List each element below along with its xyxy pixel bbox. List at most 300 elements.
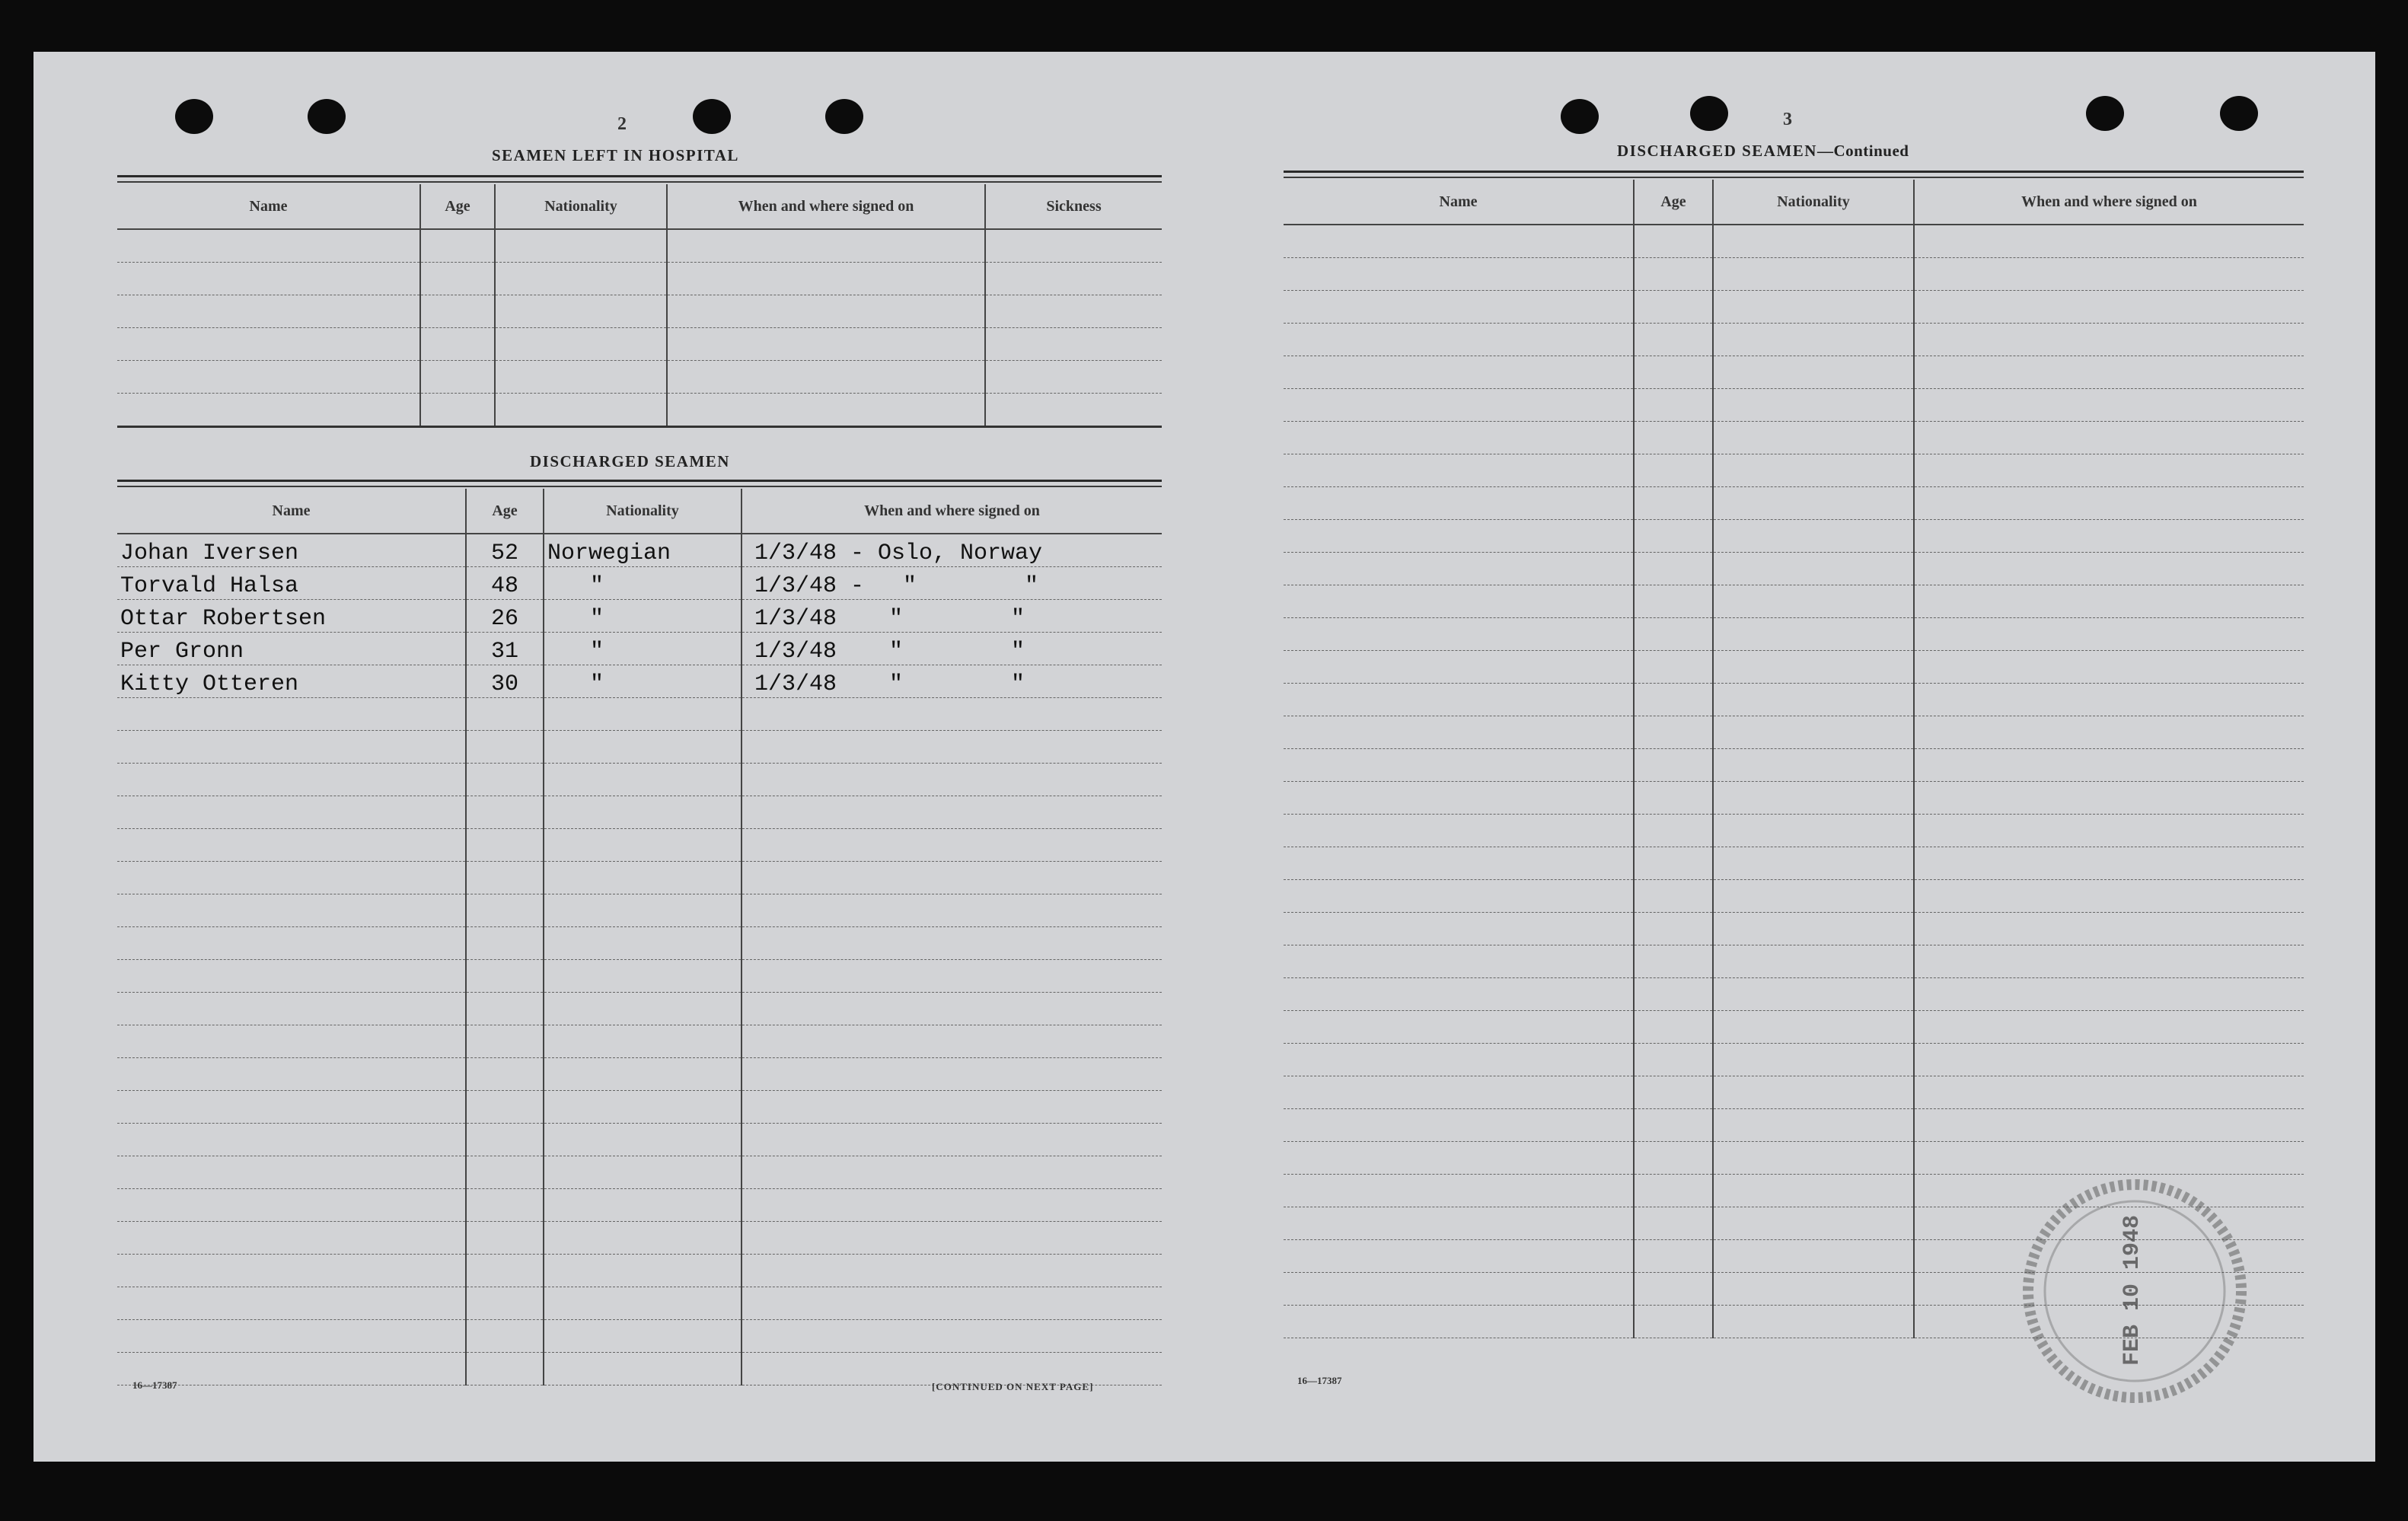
table-row <box>1284 1011 2304 1044</box>
blank-cell <box>1284 389 1634 422</box>
blank-cell <box>1284 782 1634 815</box>
table-row <box>117 394 1162 427</box>
blank-cell <box>1284 847 1634 880</box>
table-row <box>117 1091 1162 1124</box>
blank-cell <box>1914 487 2304 520</box>
table-row <box>117 829 1162 862</box>
table-row <box>1284 782 2304 815</box>
blank-cell <box>1713 1306 1914 1338</box>
blank-cell <box>466 1287 544 1320</box>
column-header: Name <box>1284 180 1634 225</box>
blank-cell <box>1284 1240 1634 1273</box>
table-row <box>1284 258 2304 291</box>
blank-cell <box>1713 356 1914 389</box>
blank-cell <box>1713 1273 1914 1306</box>
blank-cell <box>1914 520 2304 553</box>
blank-cell <box>466 1255 544 1287</box>
blank-cell <box>1284 553 1634 585</box>
blank-cell <box>1713 389 1914 422</box>
blank-cell <box>1713 945 1914 978</box>
blank-cell <box>1284 487 1634 520</box>
discharged-continued-title <box>1617 142 1909 161</box>
blank-cell <box>1914 716 2304 749</box>
blank-cell <box>1284 225 1634 258</box>
blank-cell <box>544 862 742 894</box>
blank-cell <box>1634 618 1713 651</box>
blank-cell <box>1634 585 1713 618</box>
blank-cell <box>544 1124 742 1156</box>
table-row <box>1284 225 2304 258</box>
blank-cell <box>1914 1011 2304 1044</box>
blank-cell <box>742 960 1162 993</box>
blank-cell <box>117 764 466 796</box>
blank-cell <box>1713 684 1914 716</box>
blank-cell <box>117 829 466 862</box>
blank-cell <box>1284 1011 1634 1044</box>
blank-cell <box>1634 749 1713 782</box>
blank-cell <box>1713 258 1914 291</box>
blank-cell <box>544 1287 742 1320</box>
table-row <box>1284 945 2304 978</box>
blank-cell <box>1634 1207 1713 1240</box>
blank-cell <box>1713 749 1914 782</box>
punch-hole <box>308 99 346 134</box>
signed-on-date: 1/3/48 <box>754 671 837 697</box>
table-row <box>117 1025 1162 1058</box>
page-number: 2 <box>617 114 627 134</box>
blank-cell <box>1713 324 1914 356</box>
blank-cell <box>466 764 544 796</box>
signed-on-date: 1/3/48 <box>754 639 837 665</box>
seaman-nationality: " <box>544 600 742 633</box>
table-row <box>117 1320 1162 1353</box>
blank-cell <box>1914 782 2304 815</box>
blank-cell <box>1914 913 2304 945</box>
table-row <box>117 698 1162 731</box>
right-page <box>1191 52 2375 1462</box>
blank-cell <box>1713 487 1914 520</box>
signed-on: 1/3/48 - Oslo, Norway <box>742 534 1162 567</box>
blank-cell <box>466 960 544 993</box>
ditto-mark: " <box>1010 671 1025 697</box>
table-row <box>117 796 1162 829</box>
blank-cell <box>544 731 742 764</box>
blank-cell <box>1284 945 1634 978</box>
blank-cell <box>466 1156 544 1189</box>
blank-cell <box>117 862 466 894</box>
blank-cell <box>1284 1044 1634 1076</box>
header-rule <box>117 181 1162 183</box>
blank-cell <box>1914 618 2304 651</box>
blank-cell <box>1634 1240 1713 1273</box>
table-row <box>117 328 1162 361</box>
blank-cell <box>466 1222 544 1255</box>
table-row <box>117 1287 1162 1320</box>
blank-cell <box>1713 422 1914 454</box>
blank-cell <box>1914 1076 2304 1109</box>
blank-cell <box>742 1189 1162 1222</box>
ditto-mark: " <box>888 606 903 632</box>
discharged-continued-table <box>1284 180 2304 1338</box>
blank-cell <box>117 1124 466 1156</box>
blank-cell <box>1284 815 1634 847</box>
seaman-name: Ottar Robertsen <box>117 600 466 633</box>
blank-cell <box>1914 553 2304 585</box>
table-row <box>1284 422 2304 454</box>
blank-cell <box>117 1156 466 1189</box>
blank-cell <box>1713 520 1914 553</box>
blank-cell <box>1634 553 1713 585</box>
blank-cell <box>1914 225 2304 258</box>
discharged-table <box>117 489 1162 1385</box>
blank-cell <box>1713 585 1914 618</box>
seaman-nationality: Norwegian <box>544 534 742 567</box>
blank-cell <box>1634 1142 1713 1175</box>
blank-cell <box>1284 1142 1634 1175</box>
table-row <box>117 731 1162 764</box>
blank-cell <box>466 731 544 764</box>
table-row <box>117 960 1162 993</box>
header-rule <box>117 480 1162 482</box>
ditto-mark: " <box>1010 606 1025 632</box>
signed-on-date: 1/3/48 - <box>754 573 865 599</box>
punch-hole <box>1690 96 1728 131</box>
blank-cell <box>544 1091 742 1124</box>
blank-cell <box>466 894 544 927</box>
blank-cell <box>1713 651 1914 684</box>
signed-on <box>742 567 1162 600</box>
blank-cell <box>1634 815 1713 847</box>
blank-cell <box>1634 389 1713 422</box>
blank-cell <box>466 1091 544 1124</box>
seaman-age: 48 <box>466 567 544 600</box>
blank-cell <box>1914 585 2304 618</box>
blank-cell <box>1284 1175 1634 1207</box>
blank-cell <box>1914 651 2304 684</box>
blank-cell <box>742 1091 1162 1124</box>
blank-cell <box>1634 978 1713 1011</box>
table-row <box>1284 1142 2304 1175</box>
column-header: Sickness <box>985 184 1162 229</box>
seaman-age: 26 <box>466 600 544 633</box>
table-row <box>117 263 1162 295</box>
blank-cell <box>1284 356 1634 389</box>
blank-cell <box>1914 422 2304 454</box>
table-row <box>117 361 1162 394</box>
blank-cell <box>1284 454 1634 487</box>
blank-cell <box>742 894 1162 927</box>
blank-cell <box>544 1353 742 1385</box>
table-row <box>1284 716 2304 749</box>
hospital-table <box>117 184 1162 428</box>
blank-cell <box>117 1287 466 1320</box>
table-row <box>1284 487 2304 520</box>
blank-cell <box>544 1255 742 1287</box>
hospital-section-title: SEAMEN LEFT IN HOSPITAL <box>492 146 739 164</box>
blank-cell <box>1634 880 1713 913</box>
continued-note: [CONTINUED ON NEXT PAGE] <box>932 1381 1094 1392</box>
blank-cell <box>1634 1076 1713 1109</box>
blank-cell <box>1914 1109 2304 1142</box>
blank-cell <box>1284 749 1634 782</box>
table-row <box>1284 389 2304 422</box>
blank-cell <box>1634 225 1713 258</box>
column-header: When and where signed on <box>742 489 1162 534</box>
blank-cell <box>1284 913 1634 945</box>
blank-cell <box>1914 1142 2304 1175</box>
form-code: 16—17387 <box>1297 1375 1342 1386</box>
table-row <box>1284 454 2304 487</box>
blank-cell <box>1713 225 1914 258</box>
blank-cell <box>1634 684 1713 716</box>
column-header: Nationality <box>1713 180 1914 225</box>
blank-cell <box>1634 847 1713 880</box>
blank-cell <box>1713 1011 1914 1044</box>
blank-cell <box>1713 553 1914 585</box>
blank-cell <box>1284 684 1634 716</box>
blank-cell <box>1713 618 1914 651</box>
blank-cell <box>1713 978 1914 1011</box>
blank-cell <box>117 698 466 731</box>
column-header: Age <box>466 489 544 534</box>
punch-hole <box>175 99 213 134</box>
blank-cell <box>1284 618 1634 651</box>
table-row <box>1284 324 2304 356</box>
table-row <box>1284 913 2304 945</box>
blank-cell <box>1914 847 2304 880</box>
table-row <box>117 665 1162 698</box>
blank-cell <box>1284 1273 1634 1306</box>
table-row <box>117 1058 1162 1091</box>
table-row <box>117 600 1162 633</box>
blank-cell <box>1634 782 1713 815</box>
blank-cell <box>1634 487 1713 520</box>
blank-cell <box>1284 716 1634 749</box>
blank-cell <box>742 1058 1162 1091</box>
column-header: Nationality <box>544 489 742 534</box>
table-row <box>117 534 1162 567</box>
blank-cell <box>544 927 742 960</box>
blank-cell <box>1914 258 2304 291</box>
blank-cell <box>117 993 466 1025</box>
punch-hole <box>693 99 731 134</box>
blank-cell <box>1914 324 2304 356</box>
blank-cell <box>544 993 742 1025</box>
blank-cell <box>1713 815 1914 847</box>
blank-cell <box>1634 1044 1713 1076</box>
blank-cell <box>466 796 544 829</box>
table-row <box>1284 520 2304 553</box>
table-row <box>1284 356 2304 389</box>
blank-cell <box>1634 945 1713 978</box>
blank-cell <box>1284 258 1634 291</box>
seaman-nationality: " <box>544 567 742 600</box>
seaman-name: Kitty Otteren <box>117 665 466 698</box>
blank-cell <box>544 1156 742 1189</box>
table-row <box>117 993 1162 1025</box>
title-continued: —Continued <box>1816 142 1909 160</box>
header-rule <box>1284 177 2304 178</box>
blank-cell <box>1284 520 1634 553</box>
blank-cell <box>466 1320 544 1353</box>
blank-cell <box>1914 454 2304 487</box>
blank-cell <box>466 1058 544 1091</box>
blank-cell <box>742 1222 1162 1255</box>
punch-hole <box>1561 99 1599 134</box>
table-row <box>117 764 1162 796</box>
blank-cell <box>544 796 742 829</box>
punch-hole <box>2086 96 2124 131</box>
table-row <box>1284 1044 2304 1076</box>
blank-cell <box>1284 585 1634 618</box>
blank-cell <box>466 927 544 960</box>
table-row <box>1284 585 2304 618</box>
table-row <box>1284 880 2304 913</box>
blank-cell <box>1914 749 2304 782</box>
form-code: 16—17387 <box>132 1379 177 1391</box>
table-row <box>1284 618 2304 651</box>
table-row <box>117 1255 1162 1287</box>
table-row <box>117 1124 1162 1156</box>
blank-cell <box>1713 782 1914 815</box>
blank-cell <box>1914 684 2304 716</box>
blank-cell <box>1634 258 1713 291</box>
blank-cell <box>1634 913 1713 945</box>
blank-cell <box>1634 1011 1713 1044</box>
table-row <box>1284 291 2304 324</box>
header-rule <box>117 486 1162 487</box>
blank-cell <box>1914 356 2304 389</box>
blank-cell <box>1914 389 2304 422</box>
blank-cell <box>466 1124 544 1156</box>
blank-cell <box>466 1025 544 1058</box>
signed-on <box>742 633 1162 665</box>
blank-cell <box>466 993 544 1025</box>
seaman-name: Per Gronn <box>117 633 466 665</box>
table-row <box>117 567 1162 600</box>
header-rule <box>1284 171 2304 173</box>
blank-cell <box>544 894 742 927</box>
blank-cell <box>1284 651 1634 684</box>
blank-cell <box>117 731 466 764</box>
blank-cell <box>1713 1044 1914 1076</box>
blank-cell <box>544 1058 742 1091</box>
blank-cell <box>117 1058 466 1091</box>
blank-cell <box>117 1222 466 1255</box>
blank-cell <box>1713 1240 1914 1273</box>
blank-cell <box>1713 1076 1914 1109</box>
blank-cell <box>742 1320 1162 1353</box>
blank-cell <box>1634 651 1713 684</box>
blank-cell <box>742 764 1162 796</box>
table-row <box>117 295 1162 328</box>
table-row <box>1284 749 2304 782</box>
blank-cell <box>1284 880 1634 913</box>
signed-on <box>742 665 1162 698</box>
seaman-name: Johan Iversen <box>117 534 466 567</box>
blank-cell <box>466 1353 544 1385</box>
blank-cell <box>742 796 1162 829</box>
blank-cell <box>1713 1109 1914 1142</box>
seaman-name: Torvald Halsa <box>117 567 466 600</box>
ditto-mark: " <box>1025 573 1039 599</box>
seaman-nationality: " <box>544 633 742 665</box>
blank-cell <box>1713 1207 1914 1240</box>
blank-cell <box>742 1255 1162 1287</box>
blank-cell <box>117 960 466 993</box>
table-row <box>1284 1109 2304 1142</box>
header-rule <box>117 175 1162 177</box>
blank-cell <box>117 1189 466 1222</box>
blank-cell <box>466 862 544 894</box>
blank-cell <box>742 927 1162 960</box>
blank-cell <box>1634 422 1713 454</box>
blank-cell <box>1284 978 1634 1011</box>
blank-cell <box>1634 716 1713 749</box>
blank-cell <box>466 698 544 731</box>
blank-cell <box>1284 324 1634 356</box>
blank-cell <box>1914 1044 2304 1076</box>
discharged-section-title: DISCHARGED SEAMEN <box>530 452 730 470</box>
ditto-mark: " <box>888 639 903 665</box>
column-header: When and where signed on <box>667 184 985 229</box>
blank-cell <box>1634 1109 1713 1142</box>
blank-cell <box>117 927 466 960</box>
blank-cell <box>742 698 1162 731</box>
seaman-age: 31 <box>466 633 544 665</box>
blank-cell <box>1284 1207 1634 1240</box>
signed-on-date: 1/3/48 <box>754 606 837 632</box>
table-row <box>117 1189 1162 1222</box>
blank-cell <box>1914 291 2304 324</box>
blank-cell <box>1713 1142 1914 1175</box>
blank-cell <box>1284 422 1634 454</box>
table-row <box>1284 847 2304 880</box>
blank-cell <box>1713 291 1914 324</box>
blank-cell <box>742 993 1162 1025</box>
blank-cell <box>742 1124 1162 1156</box>
blank-cell <box>1713 880 1914 913</box>
blank-cell <box>1634 1175 1713 1207</box>
blank-cell <box>1914 978 2304 1011</box>
column-header: Name <box>117 489 466 534</box>
blank-cell <box>1914 945 2304 978</box>
blank-cell <box>1284 1306 1634 1338</box>
punch-hole <box>825 99 863 134</box>
column-header: Name <box>117 184 420 229</box>
ditto-mark: " <box>903 573 917 599</box>
table-row <box>117 894 1162 927</box>
blank-cell <box>544 1189 742 1222</box>
blank-cell <box>1634 1306 1713 1338</box>
table-row <box>117 862 1162 894</box>
blank-cell <box>742 829 1162 862</box>
table-row <box>1284 553 2304 585</box>
column-header: Age <box>1634 180 1713 225</box>
table-row <box>117 1222 1162 1255</box>
blank-cell <box>1914 880 2304 913</box>
table-row <box>117 633 1162 665</box>
blank-cell <box>117 894 466 927</box>
blank-cell <box>117 1025 466 1058</box>
stamp-date: FEB 10 1948 <box>2119 1214 2146 1366</box>
ditto-mark: " <box>888 671 903 697</box>
blank-cell <box>466 1189 544 1222</box>
table-row <box>1284 815 2304 847</box>
blank-cell <box>1284 291 1634 324</box>
blank-cell <box>742 1025 1162 1058</box>
blank-cell <box>1713 716 1914 749</box>
